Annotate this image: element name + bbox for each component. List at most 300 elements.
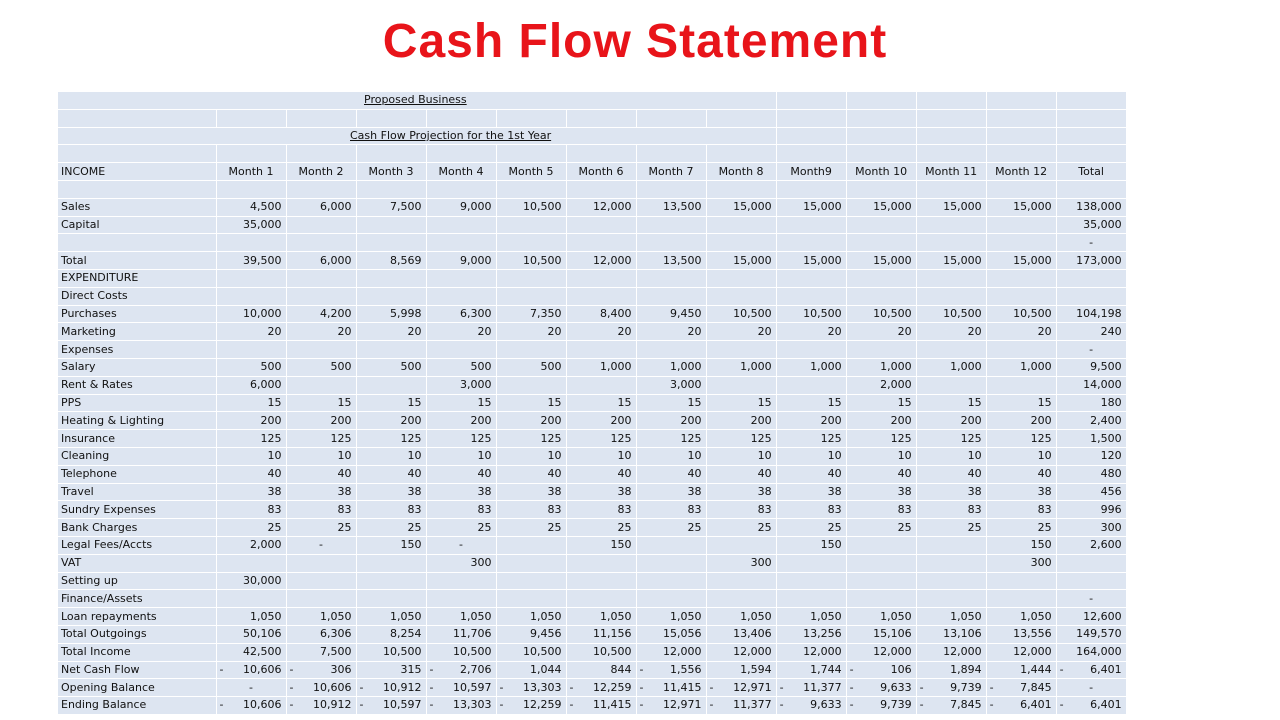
negative-value: [850, 662, 912, 678]
table-cell: 83: [986, 501, 1056, 519]
table-cell: 10: [706, 447, 776, 465]
table-cell: 240: [1056, 323, 1126, 341]
negative-value: [570, 680, 632, 696]
table-cell: [496, 697, 566, 715]
table-cell: 20: [986, 323, 1056, 341]
table-cell: 20: [286, 323, 356, 341]
table-cell: [636, 572, 706, 590]
row-label: Marketing: [58, 323, 216, 341]
table-row: [58, 519, 1126, 537]
table-cell: [356, 341, 426, 359]
cell-value: - 10,597: [429, 680, 492, 694]
table-cell: 200: [846, 412, 916, 430]
negative-value: [290, 680, 352, 696]
table-cell: [216, 661, 286, 679]
cell-value: - 1,556: [639, 662, 702, 676]
table-cell: 25: [706, 519, 776, 537]
table-cell: [986, 269, 1056, 287]
table-cell: 10,500: [356, 643, 426, 661]
table-row: [58, 697, 1126, 715]
row-label: VAT: [58, 554, 216, 572]
table-cell: 844: [566, 661, 636, 679]
negative-value: [290, 662, 352, 678]
table-cell: 10,500: [706, 305, 776, 323]
table-cell: 300: [986, 554, 1056, 572]
table-cell: 10,500: [776, 305, 846, 323]
header-row: [58, 163, 1126, 181]
column-header: Total: [1056, 163, 1126, 181]
cell-value: - 11,415: [639, 680, 702, 694]
table-cell: [216, 590, 286, 608]
table-cell: [496, 216, 566, 234]
table-cell: [636, 536, 706, 554]
row-label: Rent & Rates: [58, 376, 216, 394]
cell-value: - 12,259: [499, 698, 562, 712]
table-cell: 10,000: [216, 305, 286, 323]
table-cell: [986, 697, 1056, 715]
table-cell: 14,000: [1056, 376, 1126, 394]
table-cell: [496, 287, 566, 305]
table-cell: 35,000: [216, 216, 286, 234]
table-cell: 10: [426, 447, 496, 465]
table-cell: 1,050: [356, 608, 426, 626]
table-cell: [496, 376, 566, 394]
table-cell: 12,600: [1056, 608, 1126, 626]
table-cell: 1,050: [916, 608, 986, 626]
table-cell: 15,000: [916, 252, 986, 270]
table-cell: [426, 341, 496, 359]
table-cell: 8,254: [356, 625, 426, 643]
table-cell: [216, 341, 286, 359]
row-label: Sales: [58, 198, 216, 216]
income-header: INCOME: [58, 163, 216, 181]
table-cell: [916, 554, 986, 572]
table-cell: [636, 590, 706, 608]
cell-value: - 6,401: [1059, 698, 1122, 712]
table-cell: 125: [846, 430, 916, 448]
negative-value: [710, 680, 772, 696]
row-label: Ending Balance: [58, 697, 216, 715]
row-label: EXPENDITURE: [58, 269, 216, 287]
table-cell: 40: [216, 465, 286, 483]
table-cell: 15: [916, 394, 986, 412]
table-cell: 25: [356, 519, 426, 537]
table-cell: [566, 234, 636, 252]
table-cell: 1,000: [706, 358, 776, 376]
table-cell: [916, 590, 986, 608]
table-cell: 1,050: [706, 608, 776, 626]
table-cell: 38: [846, 483, 916, 501]
table-cell: 12,000: [916, 643, 986, 661]
negative-value: [920, 680, 982, 696]
table-row: [58, 216, 1126, 234]
table-cell: [216, 554, 286, 572]
row-label: Heating & Lighting: [58, 412, 216, 430]
table-cell: 38: [356, 483, 426, 501]
spacer-row: [58, 109, 1126, 127]
table-cell: 315: [356, 661, 426, 679]
cell-value: - 12,971: [639, 698, 702, 712]
cell-value: - 10,912: [359, 680, 422, 694]
table-cell: [706, 376, 776, 394]
table-cell: 1,044: [496, 661, 566, 679]
table-cell: [636, 216, 706, 234]
cell-value: - 10,606: [219, 698, 282, 712]
table-cell: [566, 679, 636, 697]
table-cell: 20: [496, 323, 566, 341]
table-cell: [356, 234, 426, 252]
table-cell: 15: [846, 394, 916, 412]
table-cell: [356, 269, 426, 287]
row-label: Total Income: [58, 643, 216, 661]
negative-value: [850, 680, 912, 696]
cell-value: - 11,415: [569, 698, 632, 712]
table-cell: 200: [706, 412, 776, 430]
table-cell: 200: [916, 412, 986, 430]
table-cell: 7,500: [286, 643, 356, 661]
table-cell: 10: [286, 447, 356, 465]
table-cell: [916, 536, 986, 554]
projection-title-row: [58, 127, 1126, 145]
table-cell: 13,256: [776, 625, 846, 643]
table-cell: 38: [566, 483, 636, 501]
table-cell: [916, 269, 986, 287]
row-label: PPS: [58, 394, 216, 412]
table-cell: 1,050: [216, 608, 286, 626]
table-cell: 40: [916, 465, 986, 483]
table-cell: 6,300: [426, 305, 496, 323]
table-cell: 15: [496, 394, 566, 412]
table-cell: -: [1056, 590, 1126, 608]
table-cell: 83: [916, 501, 986, 519]
table-row: [58, 625, 1126, 643]
table-cell: 125: [216, 430, 286, 448]
table-cell: [216, 287, 286, 305]
table-cell: [286, 269, 356, 287]
table-cell: 125: [706, 430, 776, 448]
table-cell: 150: [986, 536, 1056, 554]
negative-value: [1060, 662, 1122, 678]
negative-value: [360, 697, 422, 713]
table-cell: 1,000: [846, 358, 916, 376]
table-cell: [1056, 572, 1126, 590]
table-cell: [566, 376, 636, 394]
table-cell: 1,000: [636, 358, 706, 376]
table-cell: 5,998: [356, 305, 426, 323]
table-row: [58, 198, 1126, 216]
table-row: [58, 483, 1126, 501]
table-cell: [706, 287, 776, 305]
table-row: [58, 376, 1126, 394]
table-cell: 38: [426, 483, 496, 501]
table-cell: 1,050: [986, 608, 1056, 626]
table-cell: 1,050: [636, 608, 706, 626]
table-cell: 10: [846, 447, 916, 465]
table-cell: 500: [216, 358, 286, 376]
cell-value: - 10,597: [359, 698, 422, 712]
table-cell: [496, 590, 566, 608]
table-cell: [496, 341, 566, 359]
table-body: [58, 92, 1126, 714]
table-cell: 7,350: [496, 305, 566, 323]
table-cell: [916, 376, 986, 394]
table-cell: [566, 590, 636, 608]
table-cell: [986, 234, 1056, 252]
table-cell: [706, 216, 776, 234]
table-cell: 15: [706, 394, 776, 412]
cell-value: - 10,606: [289, 680, 352, 694]
table-cell: 1,050: [286, 608, 356, 626]
table-cell: [776, 287, 846, 305]
table-cell: [1056, 661, 1126, 679]
table-cell: 10,500: [566, 643, 636, 661]
table-cell: 13,500: [636, 198, 706, 216]
table-cell: 40: [566, 465, 636, 483]
table-cell: 40: [356, 465, 426, 483]
table-cell: [986, 287, 1056, 305]
table-cell: 996: [1056, 501, 1126, 519]
table-cell: [916, 216, 986, 234]
table-cell: [916, 679, 986, 697]
table-cell: 200: [286, 412, 356, 430]
table-cell: 13,500: [636, 252, 706, 270]
table-cell: 25: [286, 519, 356, 537]
table-cell: 10: [566, 447, 636, 465]
row-label: Capital: [58, 216, 216, 234]
row-label: Loan repayments: [58, 608, 216, 626]
cell-value: - 7,845: [989, 680, 1052, 694]
table-row: [58, 412, 1126, 430]
table-cell: 12,000: [566, 252, 636, 270]
row-label: Bank Charges: [58, 519, 216, 537]
table-cell: [636, 234, 706, 252]
table-cell: [566, 341, 636, 359]
table-cell: 300: [706, 554, 776, 572]
table-row: [58, 341, 1126, 359]
table-cell: [986, 376, 1056, 394]
table-cell: [916, 234, 986, 252]
table-row: [58, 234, 1126, 252]
cell-value: - 106: [849, 662, 912, 676]
table-cell: [846, 269, 916, 287]
table-cell: 15,056: [636, 625, 706, 643]
table-cell: 200: [566, 412, 636, 430]
table-cell: 40: [706, 465, 776, 483]
table-cell: 125: [566, 430, 636, 448]
table-cell: 25: [846, 519, 916, 537]
cell-value: - 6,401: [1059, 662, 1122, 676]
table-cell: 200: [426, 412, 496, 430]
table-cell: [846, 536, 916, 554]
row-label: Legal Fees/Accts: [58, 536, 216, 554]
table-cell: [846, 590, 916, 608]
column-header: Month 10: [846, 163, 916, 181]
table-cell: 15,000: [776, 252, 846, 270]
table-cell: 125: [286, 430, 356, 448]
table-cell: [286, 661, 356, 679]
table-row: [58, 679, 1126, 697]
page-title: Cash Flow Statement: [382, 15, 888, 68]
table-cell: [426, 216, 496, 234]
table-cell: 12,000: [776, 643, 846, 661]
table-cell: [286, 697, 356, 715]
cell-value: - 9,633: [779, 698, 842, 712]
table-cell: 1,744: [776, 661, 846, 679]
table-cell: 38: [216, 483, 286, 501]
table-cell: 10,500: [916, 305, 986, 323]
table-cell: 38: [776, 483, 846, 501]
negative-value: [430, 680, 492, 696]
table-cell: 83: [636, 501, 706, 519]
cash-flow-table: [58, 92, 1127, 715]
table-cell: 15,000: [916, 198, 986, 216]
cell-value: - 2,706: [429, 662, 492, 676]
table-cell: [636, 341, 706, 359]
table-cell: [426, 234, 496, 252]
table-cell: -: [286, 536, 356, 554]
negative-value: [220, 662, 282, 678]
table-cell: [286, 572, 356, 590]
cell-value: - 11,377: [709, 698, 772, 712]
table-cell: 6,000: [286, 252, 356, 270]
table-cell: 25: [496, 519, 566, 537]
table-cell: 164,000: [1056, 643, 1126, 661]
table-cell: 11,706: [426, 625, 496, 643]
table-cell: 150: [356, 536, 426, 554]
table-cell: 120: [1056, 447, 1126, 465]
table-cell: [1056, 697, 1126, 715]
table-cell: 20: [846, 323, 916, 341]
column-header: Month 7: [636, 163, 706, 181]
table-cell: 83: [216, 501, 286, 519]
cell-value: - 11,377: [779, 680, 842, 694]
table-cell: 20: [636, 323, 706, 341]
table-cell: 500: [356, 358, 426, 376]
table-cell: 40: [776, 465, 846, 483]
table-cell: 25: [776, 519, 846, 537]
table-row: [58, 554, 1126, 572]
negative-value: [710, 697, 772, 713]
table-cell: [356, 590, 426, 608]
negative-value: [780, 680, 842, 696]
table-cell: 20: [216, 323, 286, 341]
table-row: [58, 536, 1126, 554]
table-cell: 40: [986, 465, 1056, 483]
table-cell: [916, 287, 986, 305]
table-cell: [566, 697, 636, 715]
cell-value: - 13,303: [429, 698, 492, 712]
table-cell: 20: [916, 323, 986, 341]
table-cell: 4,500: [216, 198, 286, 216]
table-cell: [986, 679, 1056, 697]
table-cell: [846, 216, 916, 234]
table-cell: [636, 661, 706, 679]
row-label: Total Outgoings: [58, 625, 216, 643]
proposed-business-row: [58, 92, 1126, 109]
table-cell: 15: [286, 394, 356, 412]
table-cell: 15,000: [846, 198, 916, 216]
spacer-row: [58, 145, 1126, 163]
negative-value: [220, 697, 282, 713]
table-cell: 10: [776, 447, 846, 465]
table-cell: [706, 679, 776, 697]
cell-value: - 6,401: [989, 698, 1052, 712]
cell-value: - 7,845: [919, 698, 982, 712]
column-header: Month 2: [286, 163, 356, 181]
negative-value: [430, 697, 492, 713]
table-cell: 39,500: [216, 252, 286, 270]
table-cell: 25: [216, 519, 286, 537]
table-cell: 15,000: [986, 252, 1056, 270]
table-cell: 10: [356, 447, 426, 465]
table-cell: 104,198: [1056, 305, 1126, 323]
cell-value: - 12,259: [569, 680, 632, 694]
table-cell: 10,500: [496, 252, 566, 270]
table-row: [58, 590, 1126, 608]
table-cell: 10,500: [986, 305, 1056, 323]
table-cell: [356, 679, 426, 697]
table-cell: 200: [216, 412, 286, 430]
negative-value: [850, 697, 912, 713]
table-cell: 125: [776, 430, 846, 448]
table-cell: [846, 661, 916, 679]
table-cell: 1,000: [566, 358, 636, 376]
table-cell: -: [426, 536, 496, 554]
negative-value: [290, 697, 352, 713]
table-cell: 500: [496, 358, 566, 376]
table-cell: 125: [356, 430, 426, 448]
table-cell: 7,500: [356, 198, 426, 216]
table-cell: 11,156: [566, 625, 636, 643]
table-cell: [496, 269, 566, 287]
cell-value: - 9,739: [849, 698, 912, 712]
table-cell: [776, 590, 846, 608]
table-cell: 1,050: [566, 608, 636, 626]
table-cell: [916, 341, 986, 359]
table-row: [58, 358, 1126, 376]
row-label: Insurance: [58, 430, 216, 448]
table-cell: [776, 216, 846, 234]
row-label: Setting up: [58, 572, 216, 590]
table-cell: [286, 234, 356, 252]
table-cell: 9,000: [426, 198, 496, 216]
table-cell: 83: [566, 501, 636, 519]
table-cell: 12,000: [846, 643, 916, 661]
table-cell: 10: [496, 447, 566, 465]
table-cell: 15,000: [776, 198, 846, 216]
table-cell: 125: [426, 430, 496, 448]
column-header: Month 8: [706, 163, 776, 181]
row-label: Cleaning: [58, 447, 216, 465]
table-cell: 15: [216, 394, 286, 412]
table-cell: [846, 287, 916, 305]
negative-value: [360, 680, 422, 696]
table-cell: 300: [426, 554, 496, 572]
negative-value: [920, 697, 982, 713]
table-cell: [776, 376, 846, 394]
table-cell: [286, 679, 356, 697]
table-cell: 180: [1056, 394, 1126, 412]
row-label: Finance/Assets: [58, 590, 216, 608]
table-cell: [706, 341, 776, 359]
table-cell: [216, 234, 286, 252]
table-row: [58, 269, 1126, 287]
table-cell: 83: [706, 501, 776, 519]
table-cell: 6,000: [216, 376, 286, 394]
table-row: [58, 447, 1126, 465]
table-cell: 10,500: [426, 643, 496, 661]
column-header: Month 6: [566, 163, 636, 181]
